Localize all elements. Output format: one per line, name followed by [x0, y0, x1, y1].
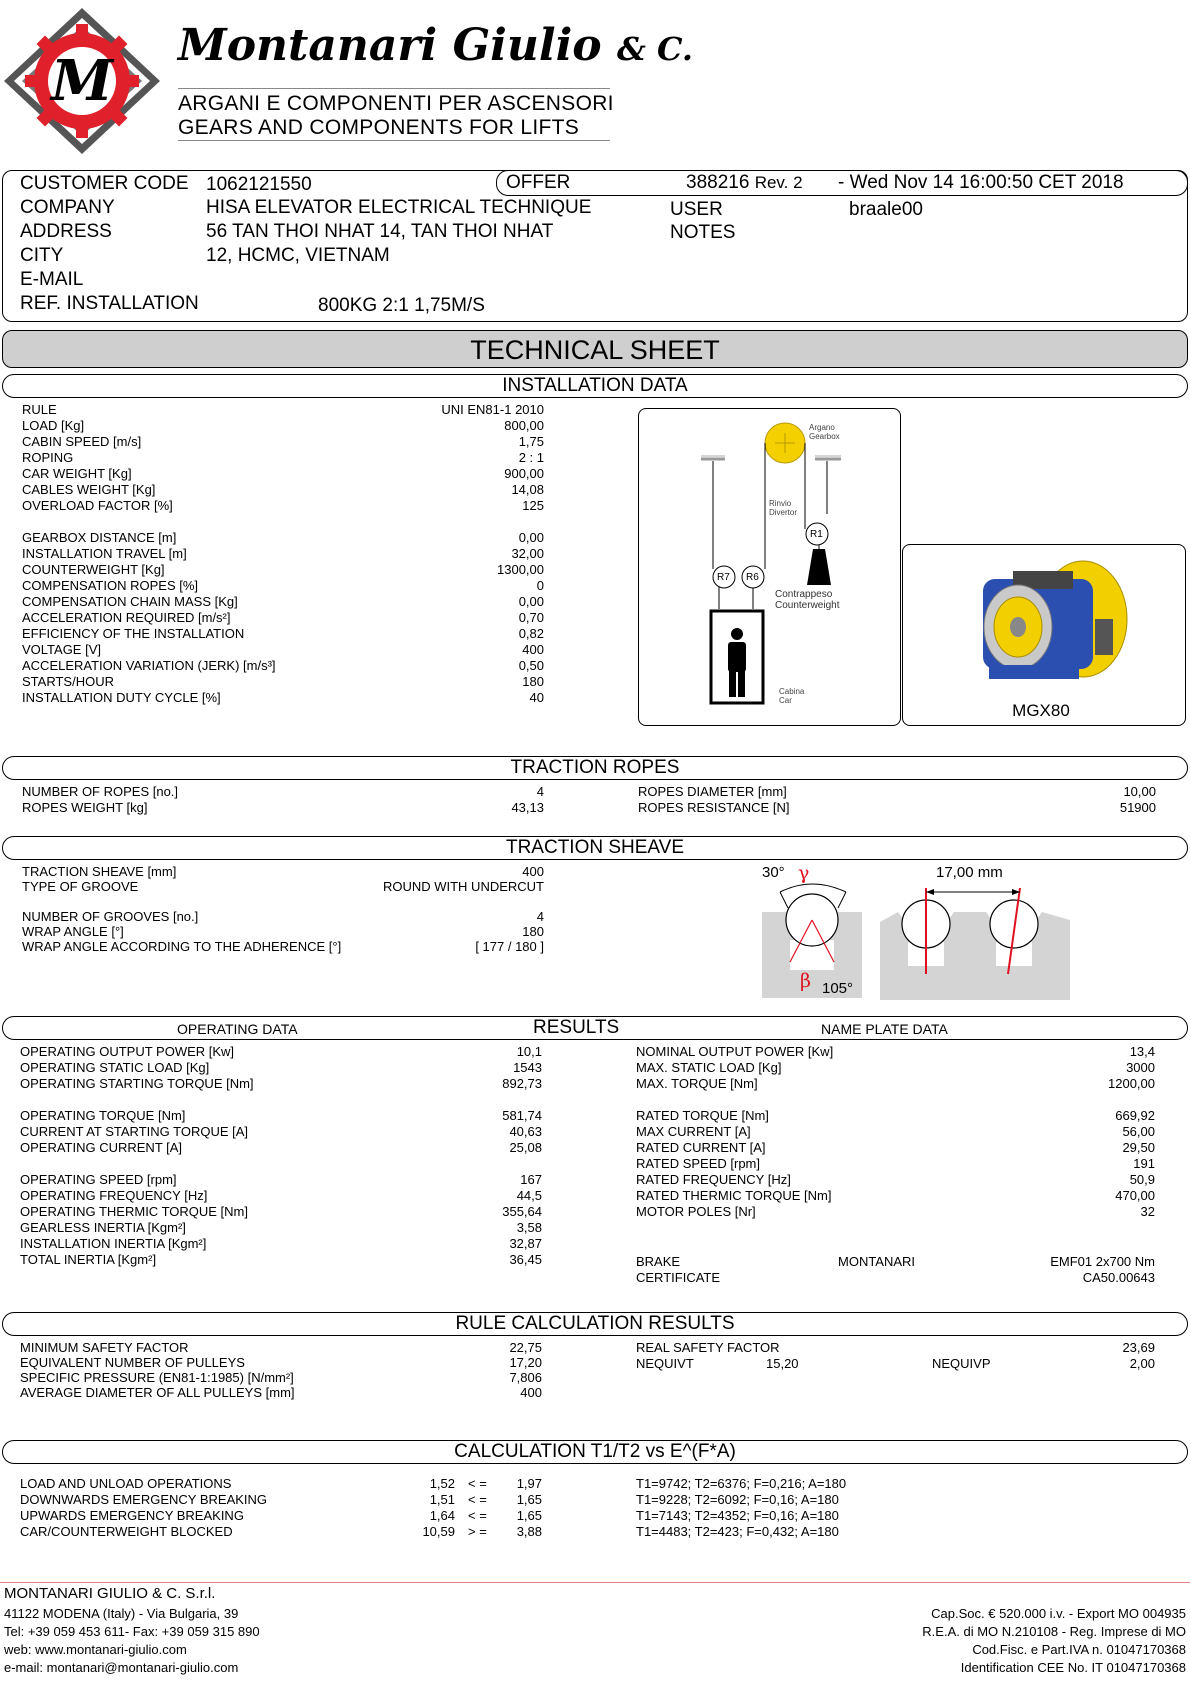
installation-row-value: 0,00	[518, 530, 544, 545]
nameplate-row-label: MOTOR POLES [Nr]	[636, 1204, 756, 1219]
real-safety-factor: 23,69	[1122, 1340, 1155, 1355]
footer-legal-line: Cod.Fisc. e Part.IVA n. 01047170368	[972, 1642, 1186, 1657]
installation-row-value: 1300,00	[497, 562, 544, 577]
installation-data-title: INSTALLATION DATA	[502, 375, 688, 396]
t1t2-title: CALCULATION T1/T2 vs E^(F*A)	[454, 1441, 736, 1462]
installation-row-label: CABIN SPEED [m/s]	[22, 434, 142, 449]
nameplate-row-label: NOMINAL OUTPUT POWER [Kw]	[636, 1044, 834, 1059]
brand-tagline-en: GEARS AND COMPONENTS FOR LIFTS	[178, 116, 580, 139]
brand-divider	[178, 88, 610, 89]
rule-row-value: 400	[520, 1385, 542, 1400]
t1t2-row-detail: T1=7143; T2=4352; F=0,16; A=180	[636, 1508, 839, 1523]
footer-rule	[0, 1582, 1190, 1583]
nameplate-row-value: 29,50	[1122, 1140, 1155, 1155]
installation-row-value: 180	[522, 674, 544, 689]
footer-contact-line: web: www.montanari-giulio.com	[4, 1642, 187, 1657]
user-value: braale00	[849, 199, 923, 220]
installation-row-label: COUNTERWEIGHT [Kg]	[22, 562, 165, 577]
traction-ropes-bar	[2, 756, 1188, 780]
footer-company: MONTANARI GIULIO & C. S.r.l.	[4, 1585, 216, 1602]
nameplate-row-label: RATED THERMIC TORQUE [Nm]	[636, 1188, 832, 1203]
t1t2-row-a: 1,64	[429, 1508, 455, 1523]
rule-calc-title: RULE CALCULATION RESULTS	[455, 1313, 735, 1334]
t1t2-row-b: 1,65	[516, 1492, 542, 1507]
installation-row-value: 400	[522, 642, 544, 657]
sheave-row-value: ROUND WITH UNDERCUT	[382, 879, 544, 894]
groove-pitch: 17,00 mm	[936, 864, 1003, 881]
operating-row-label: OPERATING TORQUE [Nm]	[20, 1108, 186, 1123]
t1t2-row-label: DOWNWARDS EMERGENCY BREAKING	[20, 1492, 268, 1507]
groove-pitch-diagram	[878, 862, 1072, 1002]
t1t2-row-a: 1,51	[429, 1492, 455, 1507]
ropes-row-value: 10,00	[1123, 784, 1156, 799]
operating-row-label: INSTALLATION INERTIA [Kgm²]	[20, 1236, 207, 1251]
installation-row-label: RULE	[22, 402, 57, 417]
installation-row-label: VOLTAGE [V]	[22, 642, 101, 657]
offer-number: 388216 Rev. 2	[686, 172, 803, 193]
rule-row-value: 7,806	[509, 1370, 542, 1385]
installation-row-value: 800,00	[504, 418, 544, 433]
installation-row-label: ROPING	[22, 450, 74, 465]
customer-code-label: CUSTOMER CODE	[20, 173, 189, 194]
t1t2-row-b: 1,97	[516, 1476, 542, 1491]
nameplate-row-label: MAX. TORQUE [Nm]	[636, 1076, 758, 1091]
installation-row-value: 0,82	[518, 626, 544, 641]
installation-row-label: GEARBOX DISTANCE [m]	[22, 530, 177, 545]
t1t2-row-label: CAR/COUNTERWEIGHT BLOCKED	[20, 1524, 233, 1539]
pulley-r1-label: R1	[810, 529, 823, 540]
t1t2-row-detail: T1=9228; T2=6092; F=0,16; A=180	[636, 1492, 839, 1507]
beta-symbol: β	[800, 970, 811, 992]
city-value: 12, HCMC, VIETNAM	[206, 245, 390, 266]
nameplate-row-label: RATED CURRENT [A]	[636, 1140, 766, 1155]
footer-contact-line: 41122 MODENA (Italy) - Via Bulgaria, 39	[4, 1606, 239, 1621]
nameplate-row-label: RATED TORQUE [Nm]	[636, 1108, 769, 1123]
city-label: CITY	[20, 245, 64, 266]
results-title: RESULTS	[533, 1017, 620, 1038]
operating-row-label: TOTAL INERTIA [Kgm²]	[20, 1252, 157, 1267]
t1t2-row-detail: T1=9742; T2=6376; F=0,216; A=180	[636, 1476, 847, 1491]
nameplate-row-value: 50,9	[1129, 1172, 1155, 1187]
counterweight-label: Contrappeso Counterweight	[775, 589, 840, 611]
rule-row-value: 17,20	[509, 1355, 542, 1370]
installation-row-value: 125	[522, 498, 544, 513]
operating-row-value: 167	[520, 1172, 542, 1187]
rule-row-label: MINIMUM SAFETY FACTOR	[20, 1340, 189, 1355]
brake-label: BRAKE	[636, 1254, 681, 1269]
operating-row-label: GEARLESS INERTIA [Kgm²]	[20, 1220, 186, 1235]
ropes-row-value: 51900	[1119, 800, 1156, 815]
installation-row-value: 0,70	[518, 610, 544, 625]
results-bar	[2, 1016, 1188, 1040]
technical-sheet-title: TECHNICAL SHEET	[470, 335, 720, 365]
operating-row-label: OPERATING OUTPUT POWER [Kw]	[20, 1044, 235, 1059]
installation-row-value: 0,00	[518, 594, 544, 609]
operating-row-value: 36,45	[509, 1252, 542, 1267]
nequivt-value: 15,20	[766, 1356, 799, 1371]
t1t2-row-op: < =	[468, 1508, 487, 1523]
installation-row-label: INSTALLATION TRAVEL [m]	[22, 546, 187, 561]
ropes-row-label: ROPES DIAMETER [mm]	[638, 784, 787, 799]
operating-row-value: 1543	[513, 1060, 542, 1075]
sheave-row-label: TYPE OF GROOVE	[22, 879, 139, 894]
nequivp-value: 2,00	[1129, 1356, 1155, 1371]
brand-divider-2	[178, 140, 610, 141]
motor-model: MGX80	[1012, 701, 1070, 720]
operating-row-value: 355,64	[502, 1204, 542, 1219]
email-label: E-MAIL	[20, 269, 84, 290]
rule-row-label: SPECIFIC PRESSURE (EN81-1:1985) [N/mm²]	[20, 1370, 294, 1385]
operating-row-value: 25,08	[509, 1140, 542, 1155]
footer-contact-line: e-mail: montanari@montanari-giulio.com	[4, 1660, 239, 1675]
company-label: COMPANY	[20, 197, 115, 218]
operating-row-label: OPERATING FREQUENCY [Hz]	[20, 1188, 208, 1203]
footer-legal-line: Identification CEE No. IT 01047170368	[960, 1660, 1186, 1675]
installation-row-value: 1,75	[518, 434, 544, 449]
address-label: ADDRESS	[20, 221, 112, 242]
operating-row-value: 892,73	[502, 1076, 542, 1091]
t1t2-row-op: > =	[468, 1524, 487, 1539]
ropes-row-value: 43,13	[511, 800, 544, 815]
installation-row-label: ACCELERATION VARIATION (JERK) [m/s³]	[22, 658, 276, 673]
nequivp-label: NEQUIVP	[932, 1356, 991, 1371]
installation-data-bar	[2, 374, 1188, 398]
operating-row-value: 581,74	[502, 1108, 542, 1123]
offer-label: OFFER	[506, 172, 571, 193]
operating-row-label: CURRENT AT STARTING TORQUE [A]	[20, 1124, 249, 1139]
installation-row-label: LOAD [Kg]	[22, 418, 85, 433]
sheave-row-value: 400	[522, 864, 544, 879]
t1t2-row-a: 10,59	[422, 1524, 455, 1539]
installation-row-label: EFFICIENCY OF THE INSTALLATION	[22, 626, 245, 641]
customer-code: 1062121550	[206, 174, 312, 195]
motor-image-box	[902, 544, 1186, 726]
name-plate-header: NAME PLATE DATA	[821, 1021, 948, 1037]
operating-row-label: OPERATING THERMIC TORQUE [Nm]	[20, 1204, 249, 1219]
installation-row-value: 0,50	[518, 658, 544, 673]
installation-row-label: OVERLOAD FACTOR [%]	[22, 498, 173, 513]
ref-installation-label: REF. INSTALLATION	[20, 293, 199, 314]
installation-row-label: STARTS/HOUR	[22, 674, 114, 689]
operating-row-value: 32,87	[509, 1236, 542, 1251]
t1t2-row-b: 3,88	[516, 1524, 542, 1539]
installation-row-label: INSTALLATION DUTY CYCLE [%]	[22, 690, 221, 705]
motor-image	[903, 549, 1185, 699]
rule-calc-bar	[2, 1312, 1188, 1336]
sheave-row-label: TRACTION SHEAVE [mm]	[22, 864, 177, 879]
groove-diagram	[760, 862, 890, 1000]
installation-row-value: 14,08	[511, 482, 544, 497]
brake-maker: MONTANARI	[838, 1254, 916, 1269]
installation-row-label: ACCELERATION REQUIRED [m/s²]	[22, 610, 231, 625]
address-value: 56 TAN THOI NHAT 14, TAN THOI NHAT	[206, 221, 554, 242]
nameplate-row-value: 669,92	[1115, 1108, 1155, 1123]
nameplate-row-label: MAX. STATIC LOAD [Kg]	[636, 1060, 782, 1075]
footer-legal-line: R.E.A. di MO N.210108 - Reg. Imprese di MO	[922, 1624, 1186, 1639]
user-label: USER	[670, 199, 723, 220]
t1t2-row-label: LOAD AND UNLOAD OPERATIONS	[20, 1476, 232, 1491]
installation-row-value: UNI EN81-1 2010	[441, 402, 544, 417]
sheave-row-value: 180	[522, 924, 544, 939]
operating-row-label: OPERATING STARTING TORQUE [Nm]	[20, 1076, 254, 1091]
rule-row-label: AVERAGE DIAMETER OF ALL PULLEYS [mm]	[20, 1385, 295, 1400]
gamma-value: 30°	[762, 864, 785, 881]
installation-row-value: 900,00	[504, 466, 544, 481]
nameplate-row-label: RATED SPEED [rpm]	[636, 1156, 761, 1171]
nameplate-row-value: 470,00	[1115, 1188, 1155, 1203]
company-name: HISA ELEVATOR ELECTRICAL TECHNIQUE	[206, 197, 592, 218]
nameplate-row-value: 56,00	[1122, 1124, 1155, 1139]
t1t2-row-a: 1,52	[429, 1476, 455, 1491]
installation-row-value: 40	[529, 690, 544, 705]
operating-row-label: OPERATING STATIC LOAD [Kg]	[20, 1060, 210, 1075]
t1t2-row-b: 1,65	[516, 1508, 542, 1523]
certificate-label: CERTIFICATE	[636, 1270, 721, 1285]
t1t2-row-op: < =	[468, 1492, 487, 1507]
sheave-row-value: [ 177 / 180 ]	[475, 939, 544, 954]
ropes-row-label: ROPES RESISTANCE [N]	[638, 800, 790, 815]
operating-row-value: 40,63	[509, 1124, 542, 1139]
sheave-row-label: NUMBER OF GROOVES [no.]	[22, 909, 199, 924]
beta-value: 105°	[822, 980, 854, 997]
nameplate-row-value: 191	[1133, 1156, 1155, 1171]
ref-installation-value: 800KG 2:1 1,75M/S	[318, 295, 485, 316]
t1t2-row-label: UPWARDS EMERGENCY BREAKING	[20, 1508, 244, 1523]
brake-value: EMF01 2x700 Nm	[1050, 1254, 1155, 1269]
nequivt-label: NEQUIVT	[636, 1356, 694, 1371]
t1t2-row-op: < =	[468, 1476, 487, 1491]
t1t2-bar	[2, 1440, 1188, 1464]
divertor-label: Rinvio Divertor	[769, 499, 798, 517]
nameplate-row-value: 3000	[1126, 1060, 1155, 1075]
installation-row-label: COMPENSATION CHAIN MASS [Kg]	[22, 594, 238, 609]
ropes-row-label: ROPES WEIGHT [kg]	[22, 800, 148, 815]
car-label: Cabina Car	[779, 687, 805, 705]
operating-row-value: 10,1	[516, 1044, 542, 1059]
offer-date: - Wed Nov 14 16:00:50 CET 2018	[838, 172, 1124, 193]
installation-diagram	[638, 408, 901, 726]
traction-sheave-title: TRACTION SHEAVE	[505, 837, 685, 858]
ropes-row-label: NUMBER OF ROPES [no.]	[22, 784, 179, 799]
installation-row-value: 32,00	[511, 546, 544, 561]
operating-row-value: 3,58	[516, 1220, 542, 1235]
footer-legal-line: Cap.Soc. € 520.000 i.v. - Export MO 004935	[931, 1606, 1186, 1621]
operating-data-header: OPERATING DATA	[177, 1021, 298, 1037]
nameplate-row-label: MAX CURRENT [A]	[636, 1124, 751, 1139]
gearbox-label: Argano Gearbox	[809, 423, 840, 441]
operating-row-label: OPERATING CURRENT [A]	[20, 1140, 183, 1155]
certificate-value: CA50.00643	[1082, 1270, 1155, 1285]
nameplate-row-value: 1200,00	[1108, 1076, 1155, 1091]
brand-tagline-it: ARGANI E COMPONENTI PER ASCENSORI	[178, 92, 614, 115]
installation-row-value: 2 : 1	[518, 450, 544, 465]
operating-row-value: 44,5	[516, 1188, 542, 1203]
installation-row-value: 0	[536, 578, 544, 593]
sheave-row-value: 4	[536, 909, 544, 924]
pulley-r6-label: R6	[746, 572, 759, 583]
nameplate-row-value: 13,4	[1129, 1044, 1155, 1059]
traction-sheave-bar	[2, 836, 1188, 860]
real-safety-factor-label: REAL SAFETY FACTOR	[636, 1340, 780, 1355]
brand-name: Montanari Giulio & C.	[178, 20, 694, 71]
rule-row-value: 22,75	[509, 1340, 542, 1355]
sheave-row-label: WRAP ANGLE [°]	[22, 924, 124, 939]
gamma-symbol: γ	[798, 862, 810, 884]
operating-row-label: OPERATING SPEED [rpm]	[20, 1172, 177, 1187]
sheave-row-label: WRAP ANGLE ACCORDING TO THE ADHERENCE [°]	[22, 939, 342, 954]
installation-row-label: CABLES WEIGHT [Kg]	[22, 482, 156, 497]
notes-label: NOTES	[670, 222, 736, 243]
footer-contact-line: Tel: +39 059 453 611- Fax: +39 059 315 890	[4, 1624, 260, 1639]
logo-letter: M	[51, 48, 113, 114]
installation-row-label: CAR WEIGHT [Kg]	[22, 466, 132, 481]
installation-row-label: COMPENSATION ROPES [%]	[22, 578, 199, 593]
nameplate-row-value: 32	[1140, 1204, 1155, 1219]
ropes-row-value: 4	[536, 784, 544, 799]
rule-row-label: EQUIVALENT NUMBER OF PULLEYS	[20, 1355, 245, 1370]
pulley-r7-label: R7	[717, 572, 730, 583]
technical-sheet-bar	[2, 330, 1188, 368]
nameplate-row-label: RATED FREQUENCY [Hz]	[636, 1172, 791, 1187]
company-logo	[2, 6, 162, 156]
traction-ropes-title: TRACTION ROPES	[510, 757, 680, 778]
t1t2-row-detail: T1=4483; T2=423; F=0,432; A=180	[636, 1524, 839, 1539]
